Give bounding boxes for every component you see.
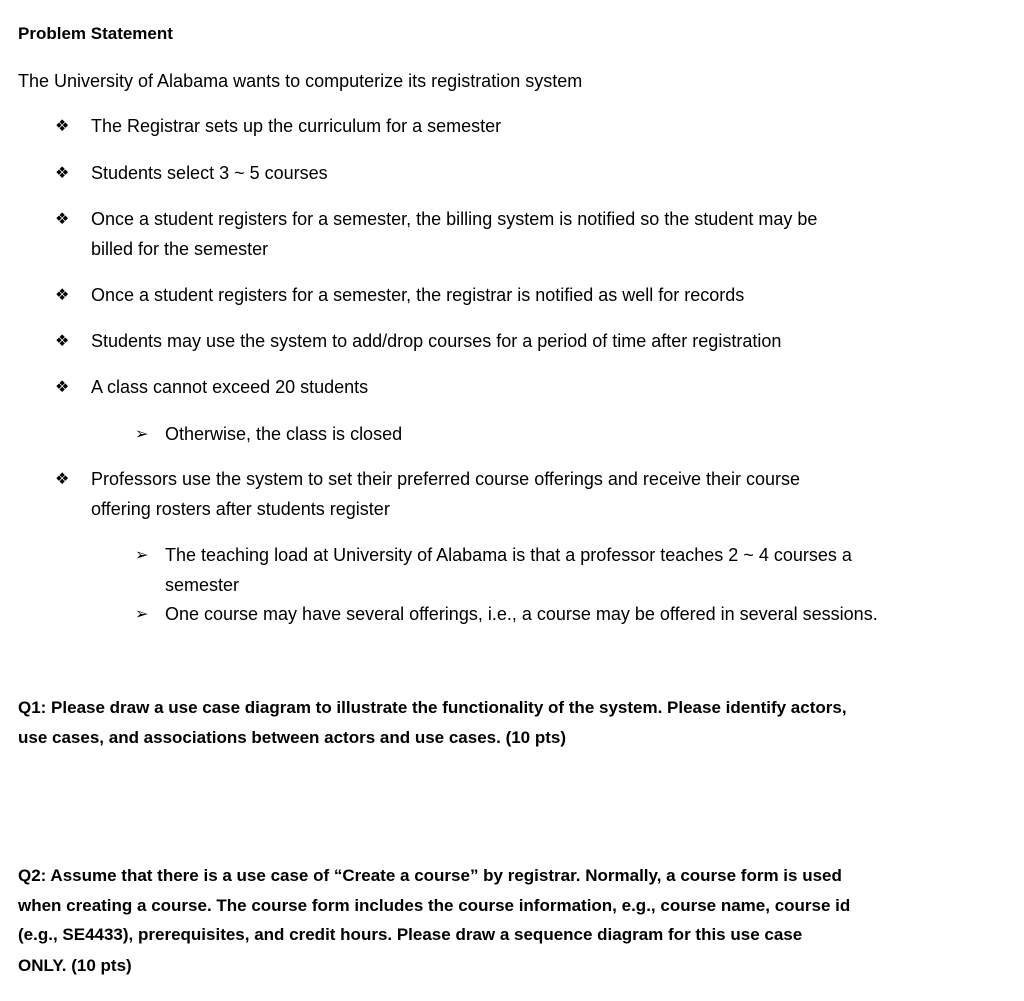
sub-item-text: Otherwise, the class is closed	[165, 424, 403, 444]
sub-item-text: semester	[165, 575, 240, 595]
q1-line-2: use cases, and associations between actors and use cases. (10 pts)	[18, 728, 567, 747]
list-item-text: A class cannot exceed 20 students	[91, 377, 369, 397]
q2-line-3: (e.g., SE4433), prerequisites, and credit hours. Please draw a sequence diagram for this use case	[18, 925, 803, 944]
diamond-bullet-icon: ❖	[55, 469, 70, 488]
diamond-bullet-icon: ❖	[55, 209, 70, 228]
diamond-bullet-icon: ❖	[55, 116, 70, 135]
diamond-bullet-icon: ❖	[55, 285, 70, 304]
list-item-text: Once a student registers for a semester, the billing system is notified so the student may be	[91, 209, 818, 229]
arrow-bullet-icon: ➢	[135, 604, 149, 623]
list-item-text: Students select 3 ~ 5 courses	[91, 163, 328, 183]
list-item-text: offering rosters after students register	[91, 499, 390, 519]
arrow-bullet-icon: ➢	[135, 545, 149, 564]
list-item-text: Professors use the system to set their preferred course offerings and receive their course	[91, 469, 801, 489]
q2-line-1: Q2: Assume that there is a use case of “Create a course” by registrar. Normally, a course form is used	[18, 866, 842, 885]
diamond-bullet-icon: ❖	[55, 377, 70, 396]
diamond-bullet-icon: ❖	[55, 331, 70, 350]
diamond-bullet-icon: ❖	[55, 163, 70, 182]
sub-item-text: The teaching load at University of Alabama is that a professor teaches 2 ~ 4 courses a	[165, 545, 852, 565]
page-title: Problem Statement	[18, 24, 173, 43]
list-item-text: The Registrar sets up the curriculum for a semester	[91, 116, 502, 136]
q2-line-2: when creating a course. The course form includes the course information, e.g., course name, course id	[18, 896, 851, 915]
arrow-bullet-icon: ➢	[135, 424, 149, 443]
list-item-text: billed for the semester	[91, 239, 269, 259]
q2-line-4: ONLY. (10 pts)	[18, 956, 132, 975]
list-item-text: Students may use the system to add/drop courses for a period of time after registration	[91, 331, 782, 351]
sub-item-text: One course may have several offerings, i.e., a course may be offered in several sessions.	[165, 604, 878, 624]
intro-text: The University of Alabama wants to computerize its registration system	[18, 71, 583, 91]
q1-line-1: Q1: Please draw a use case diagram to illustrate the functionality of the system. Please identify actors,	[18, 698, 847, 717]
list-item-text: Once a student registers for a semester, the registrar is notified as well for records	[91, 285, 745, 305]
